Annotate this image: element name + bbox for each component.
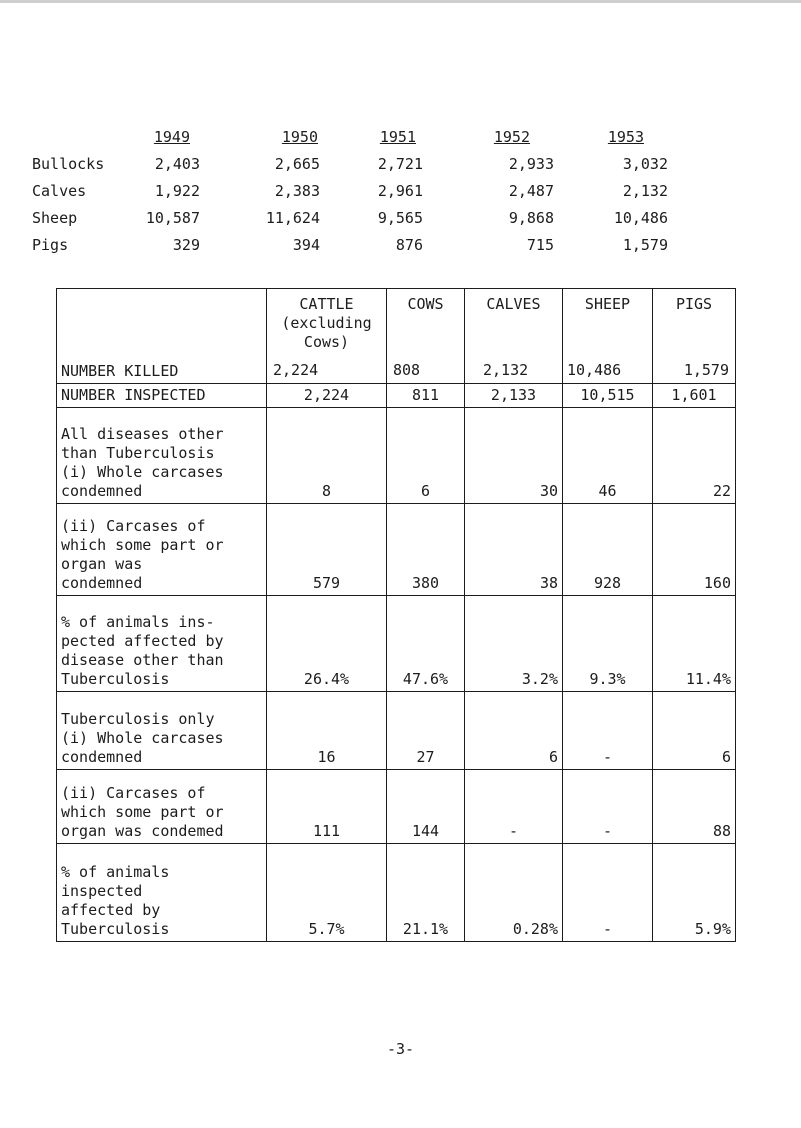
- row-label: NUMBER KILLED: [57, 289, 267, 384]
- row-label: Tuberculosis only (i) Whole carcases condemned: [57, 692, 267, 770]
- col-cattle: [267, 289, 387, 384]
- cell: 111: [267, 770, 387, 844]
- cell: 26.4%: [267, 596, 387, 692]
- summary-row-sheep: [32, 209, 672, 236]
- cell: 380: [387, 504, 465, 596]
- cell: 2,933: [508, 155, 554, 173]
- table-row-killed: [57, 289, 736, 384]
- cell: 715: [526, 236, 554, 254]
- cell: 10,515: [563, 384, 653, 408]
- cell: 16: [267, 692, 387, 770]
- cell: 579: [267, 504, 387, 596]
- cell: 38: [465, 504, 563, 596]
- cell: 9.3%: [563, 596, 653, 692]
- col-sheep: [563, 289, 653, 384]
- summary-table: [32, 128, 672, 263]
- row-label: Sheep: [32, 209, 78, 227]
- cell: -: [563, 692, 653, 770]
- cell: 876: [395, 236, 423, 254]
- cell: 144: [387, 770, 465, 844]
- cell: 21.1%: [387, 844, 465, 942]
- cell: 808: [393, 361, 421, 379]
- cell: 2,665: [274, 155, 320, 173]
- summary-row-calves: [32, 182, 672, 209]
- cell: 2,224: [267, 384, 387, 408]
- cell: 2,487: [508, 182, 554, 200]
- year-1950: 1950: [281, 128, 318, 146]
- cell: 22: [653, 408, 736, 504]
- cell: -: [465, 770, 563, 844]
- cell: 11,624: [265, 209, 320, 227]
- cell: 9,565: [377, 209, 423, 227]
- cell: 5.9%: [653, 844, 736, 942]
- table-row-tb-whole: [57, 692, 736, 770]
- row-label: Bullocks: [32, 155, 105, 173]
- column-header-cows: COWS: [407, 295, 444, 313]
- year-1949: 1949: [153, 128, 190, 146]
- cell: 160: [653, 504, 736, 596]
- cell: 6: [465, 692, 563, 770]
- year-1951: 1951: [379, 128, 416, 146]
- cell: 928: [563, 504, 653, 596]
- cell: 9,868: [508, 209, 554, 227]
- row-label: Calves: [32, 182, 87, 200]
- table-row-inspected: [57, 384, 736, 408]
- row-label: All diseases other than Tuberculosis (i) Whole carcases condemned: [57, 408, 267, 504]
- cell: 329: [172, 236, 200, 254]
- cell: -: [563, 844, 653, 942]
- cell: 2,224: [273, 361, 319, 379]
- cell: 2,403: [154, 155, 200, 173]
- cell: 2,132: [622, 182, 668, 200]
- cell: 88: [653, 770, 736, 844]
- cell: -: [563, 770, 653, 844]
- summary-header-row: [32, 128, 672, 155]
- page-number: -3-: [386, 1040, 415, 1058]
- cell: 1,579: [622, 236, 668, 254]
- cell: 2,961: [377, 182, 423, 200]
- cell: 10,486: [613, 209, 668, 227]
- cell: 811: [387, 384, 465, 408]
- table-row-other-percent: [57, 596, 736, 692]
- cell: 47.6%: [387, 596, 465, 692]
- column-header-sheep: SHEEP: [584, 295, 631, 313]
- cell: 2,383: [274, 182, 320, 200]
- scan-edge: [0, 0, 801, 3]
- cell: 27: [387, 692, 465, 770]
- column-header-cattle: CATTLE (excluding Cows): [281, 295, 372, 351]
- table-row-tb-part: [57, 770, 736, 844]
- table-row-other-part: [57, 504, 736, 596]
- cell: 11.4%: [653, 596, 736, 692]
- cell: 2,721: [377, 155, 423, 173]
- cell: 5.7%: [267, 844, 387, 942]
- inspection-table-body: [57, 289, 736, 942]
- row-label: NUMBER INSPECTED: [57, 384, 267, 408]
- cell: 46: [563, 408, 653, 504]
- cell: 1,922: [154, 182, 200, 200]
- cell: 3.2%: [465, 596, 563, 692]
- column-header-calves: CALVES: [486, 295, 541, 313]
- cell: 8: [267, 408, 387, 504]
- cell: 1,579: [683, 361, 729, 379]
- table-row-tb-percent: [57, 844, 736, 942]
- column-header-pigs: PIGS: [675, 295, 713, 313]
- cell: 30: [465, 408, 563, 504]
- row-label: Pigs: [32, 236, 69, 254]
- col-pigs: [653, 289, 736, 384]
- cell: 394: [292, 236, 320, 254]
- cell: 6: [653, 692, 736, 770]
- cell: 6: [387, 408, 465, 504]
- cell: 3,032: [622, 155, 668, 173]
- summary-row-bullocks: [32, 155, 672, 182]
- cell: 10,486: [567, 361, 622, 379]
- col-calves: [465, 289, 563, 384]
- cell: 1,601: [653, 384, 736, 408]
- cell: 2,133: [465, 384, 563, 408]
- table-row-other-whole: [57, 408, 736, 504]
- inspection-table: [56, 288, 736, 942]
- cell: 10,587: [145, 209, 200, 227]
- row-label: (ii) Carcases of which some part or organ was condemned: [57, 504, 267, 596]
- row-label: (ii) Carcases of which some part or organ was condemed: [57, 770, 267, 844]
- row-label: % of animals ins- pected affected by disease other than Tuberculosis: [57, 596, 267, 692]
- row-label: % of animals inspected affected by Tuberculosis: [57, 844, 267, 942]
- cell: 0.28%: [465, 844, 563, 942]
- year-1952: 1952: [493, 128, 530, 146]
- col-cows: [387, 289, 465, 384]
- year-1953: 1953: [607, 128, 644, 146]
- cell: 2,132: [483, 361, 529, 379]
- summary-row-pigs: [32, 236, 672, 263]
